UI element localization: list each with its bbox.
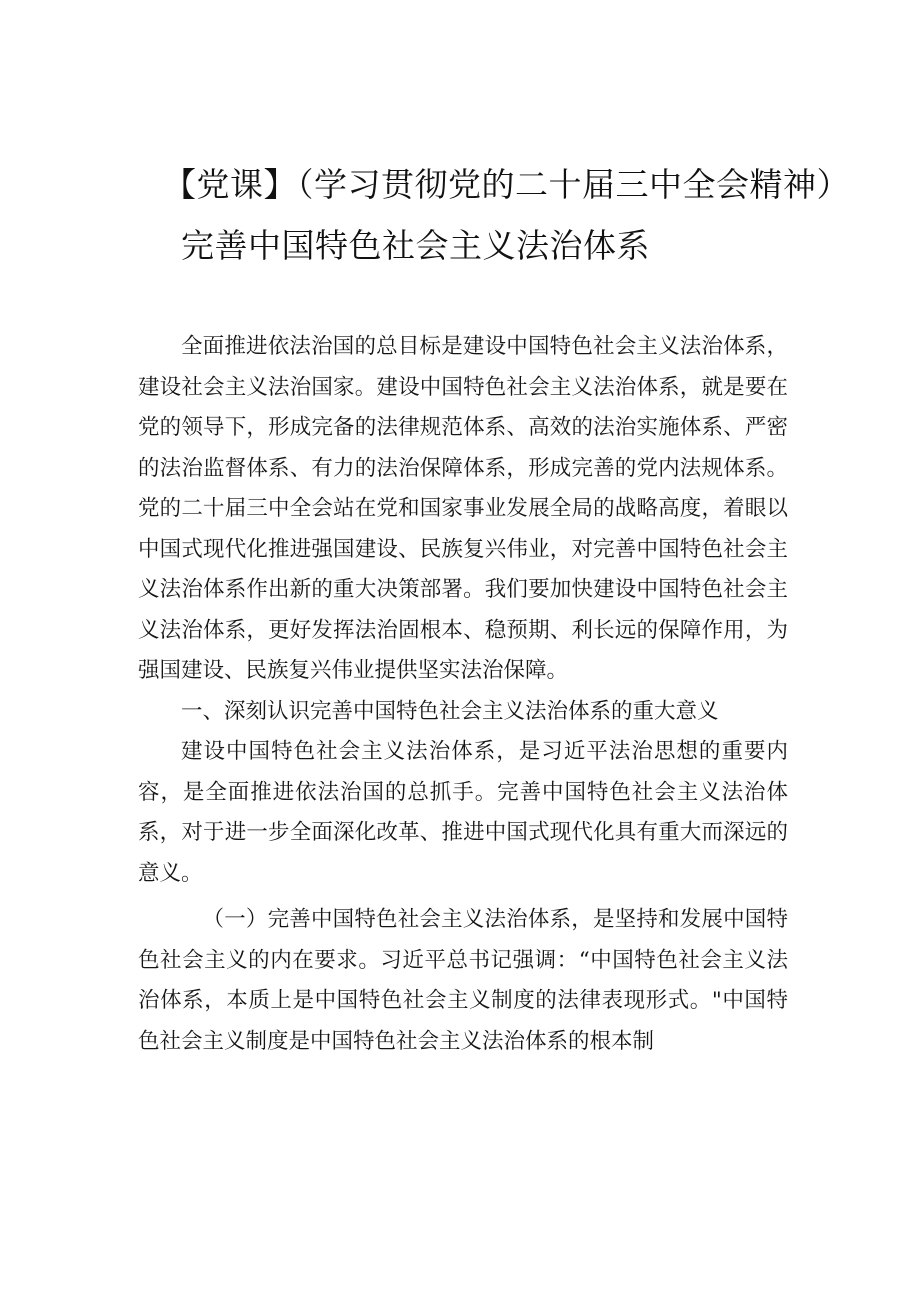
document-title-line-2: 完善中国特色社会主义法治体系 [181,226,650,265]
document-body [138,327,788,1062]
section-1-heading: 一、深刻认识完善中国特色社会主义法治体系的重大意义 [181,698,719,724]
section-1-paragraph: 建设中国特色社会主义法治体系，是习近平法治思想的重要内容，是全面推进依法治国的总抓手。完善中国特色社会主义法治体系，对于进一步全面深化改革、推进中国式现代化具有重大而深远的意义。 [138,739,788,886]
intro-paragraph: 全面推进依法治国的总目标是建设中国特色社会主义法治体系，建设社会主义法治国家。建设中国特色社会主义法治体系，就是要在党的领导下，形成完备的法律规范体系、高效的法治实施体系、严密的法治监督体系、有力的法治保障体系，形成完善的党内法规体系。党的二十届三中全会站在党和国家事业发展全局的战略高度，着眼以中国式现代化推进强国建设、民族复兴伟业，对完善中国特色社会主义法治体系作出新的重大决策部署。我们要加快建设中国特色社会主义法治体系，更好发挥法治固根本、稳预期、利长远的保障作用，为强国建设、民族复兴伟业提供坚实法治保障。 [138,334,788,683]
document-title-line-1: 【党课】（学习贯彻党的二十届三中全会精神） [163,165,850,204]
subsection-1-paragraph: （一）完善中国特色社会主义法治体系，是坚持和发展中国特色社会主义的内在要求。习近平总书记强调：“中国特色社会主义法治体系，本质上是中国特色社会主义制度的法律表现形式。"中国特色社会主义制度是中国特色社会主义法治体系的根本制 [138,907,788,1054]
